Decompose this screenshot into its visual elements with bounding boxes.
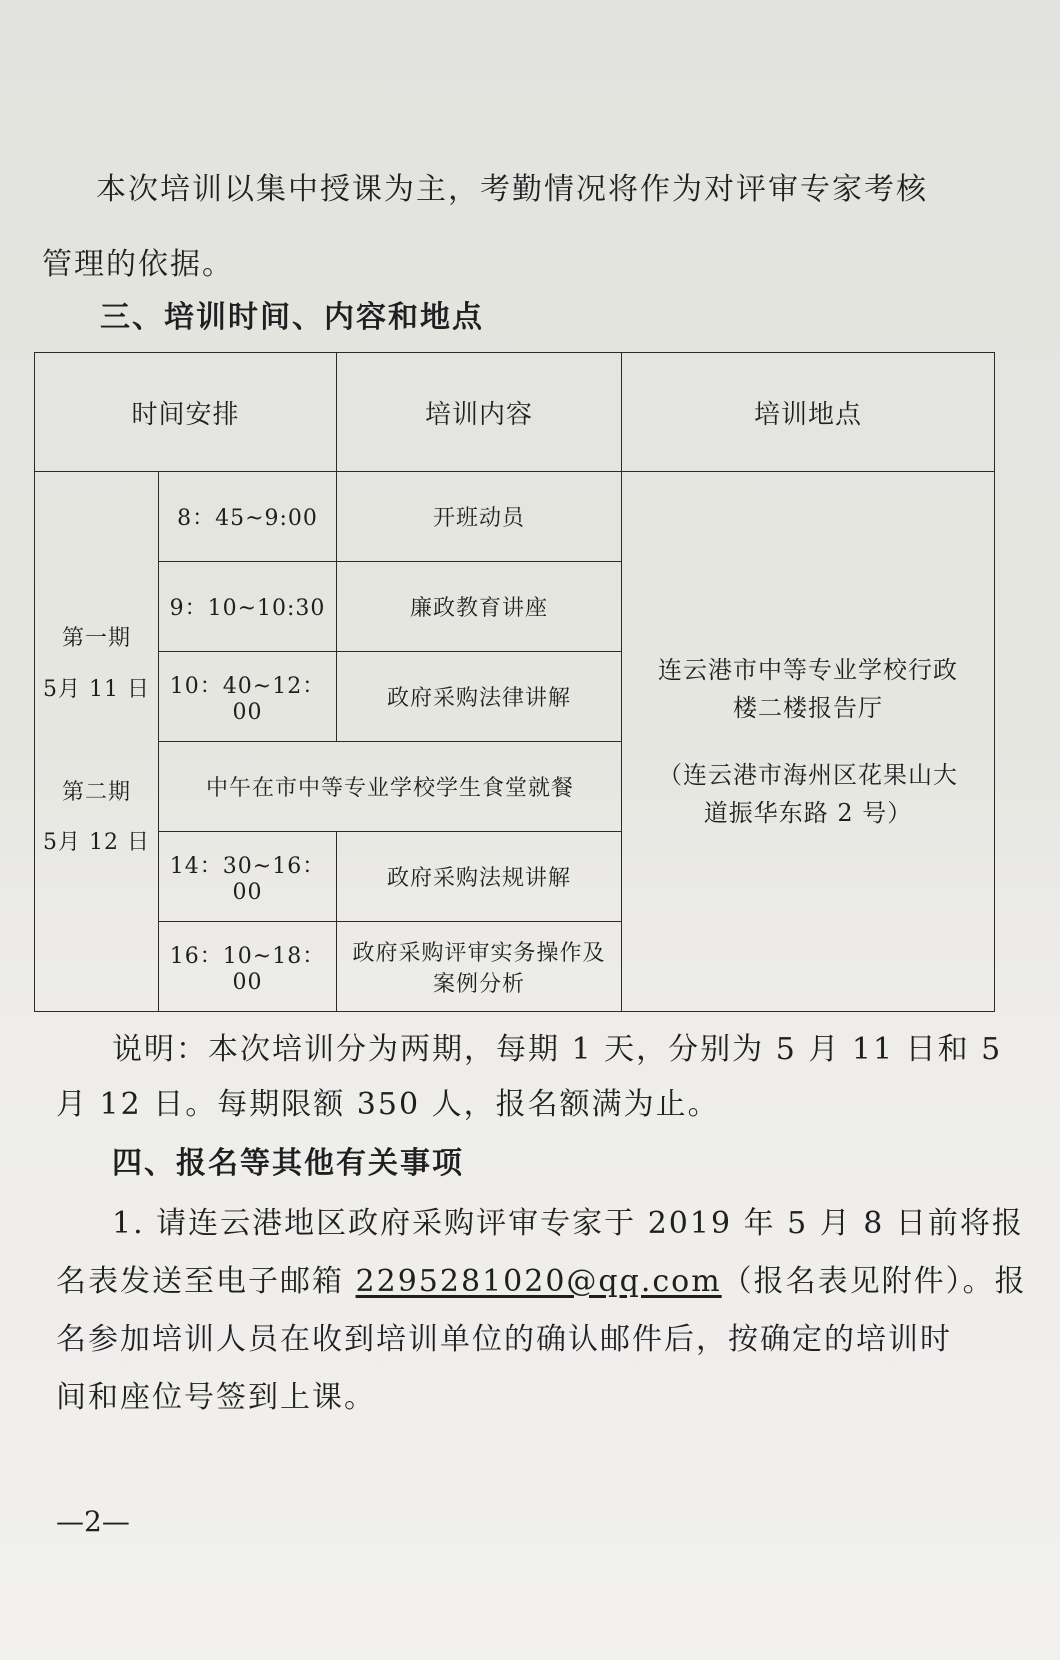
- content-cell: 政府采购法规讲解: [337, 832, 622, 922]
- page-number: —2—: [56, 1505, 130, 1538]
- item-1-line-4: 间和座位号签到上课。: [56, 1380, 376, 1415]
- period-1-name: 第一期: [61, 626, 131, 652]
- email-link[interactable]: 2295281020@qq.com: [355, 1264, 722, 1299]
- header-time: 时间安排: [35, 353, 337, 472]
- section-4-title: 四、报名等其他有关事项: [112, 1146, 464, 1181]
- content-cell: 开班动员: [337, 472, 622, 562]
- table-row: [35, 472, 995, 562]
- time-cell: 10：40~12：00: [159, 652, 337, 742]
- intro-line-1: 本次培训以集中授课为主，考勤情况将作为对评审专家考核: [96, 172, 928, 207]
- header-content: 培训内容: [337, 353, 622, 472]
- section-3-title: 三、培训时间、内容和地点: [100, 300, 484, 335]
- intro-line-2: 管理的依据。: [42, 247, 234, 282]
- venue-line-3: （连云港市海州区花果山大: [658, 760, 959, 789]
- time-cell: 14：30~16：00: [159, 832, 337, 922]
- note-line-2: 月 12 日。每期限额 350 人，报名额满为止。: [56, 1087, 720, 1122]
- venue-line-1: 连云港市中等专业学校行政: [658, 655, 959, 684]
- content-line-1: 政府采购评审实务操作及: [352, 940, 606, 966]
- venue-line-2: 楼二楼报告厅: [733, 694, 884, 723]
- item-1-line-2: [56, 1262, 1027, 1301]
- item-1-line-3: 名参加培训人员在收到培训单位的确认邮件后，按确定的培训时: [56, 1322, 952, 1357]
- venue-line-4: 道振华东路 2 号）: [703, 798, 913, 827]
- content-cell: [337, 922, 622, 1012]
- note-line-1: 说明：本次培训分为两期，每期 1 天，分别为 5 月 11 日和 5: [112, 1032, 1003, 1067]
- table-header-row: [35, 353, 995, 472]
- period-cell: [35, 472, 159, 1012]
- header-venue: 培训地点: [622, 353, 995, 472]
- item-1-line-2-post: （报名表见附件）。报: [721, 1264, 1027, 1299]
- period-2-date: 5月 12 日: [43, 830, 150, 856]
- schedule-table: [34, 352, 995, 1012]
- time-cell: 16：10~18：00: [159, 922, 337, 1012]
- time-cell: 8：45~9:00: [159, 472, 337, 562]
- period-2-name: 第二期: [61, 779, 131, 805]
- item-1-line-2-pre: 名表发送至电子邮箱: [56, 1264, 356, 1299]
- lunch-cell: 中午在市中等专业学校学生食堂就餐: [159, 742, 622, 832]
- item-1-line-1: 1. 请连云港地区政府采购评审专家于 2019 年 5 月 8 日前将报: [112, 1206, 1024, 1241]
- period-1-date: 5月 11 日: [43, 676, 150, 702]
- content-line-2: 案例分析: [433, 971, 526, 997]
- time-cell: 9：10~10:30: [159, 562, 337, 652]
- content-cell: 政府采购法律讲解: [337, 652, 622, 742]
- content-cell: 廉政教育讲座: [337, 562, 622, 652]
- venue-cell: [622, 472, 995, 1012]
